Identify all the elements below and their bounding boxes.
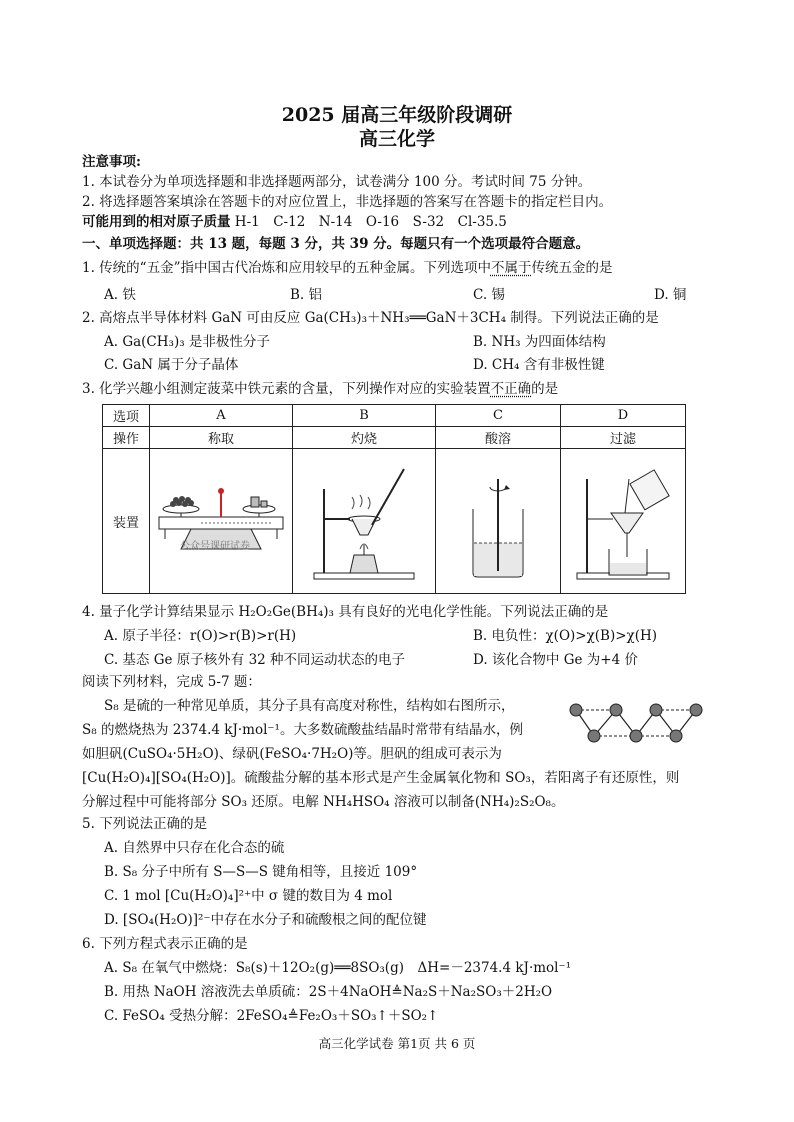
page-footer: 高三化学试卷 第1页 共 6 页	[318, 1036, 476, 1051]
q6-option-c: C. FeSO₄ 受热分解：2FeSO₄≜Fe₂O₃＋SO₃↑＋SO₂↑	[104, 1008, 439, 1024]
notes-item-2: 2. 将选择题答案填涂在答题卡的对应位置上，非选择题的答案写在答题卡的指定栏目内。	[82, 194, 613, 210]
q2-option-a: A. Ga(CH₃)₃ 是非极性分子	[104, 334, 270, 350]
atomic-mass-values: H-1 C-12 N-14 O-16 S-32 Cl-35.5	[234, 214, 507, 230]
table-cell: D	[561, 405, 686, 427]
q2-stem: 2. 高熔点半导体材料 GaN 可由反应 Ga(CH₃)₃＋NH₃══GaN＋3CH₄ 制得。下列说法正确的是	[82, 310, 659, 326]
notes-heading: 注意事项:	[82, 154, 141, 170]
beaker-stirring-illustration	[438, 449, 558, 589]
q1-option-c: C. 锡	[473, 287, 505, 303]
table-row-operations	[103, 427, 686, 449]
reading-line-2: S₈ 的燃烧热为 2374.4 kJ·mol⁻¹。大多数硫酸盐结晶时常带有结晶水，例	[82, 722, 523, 738]
exam-subtitle: 高三化学	[358, 128, 435, 150]
q2-option-c: C. GaN 属于分子晶体	[104, 357, 239, 373]
q5-option-d: D. [SO₄(H₂O)]²⁻中存在水分子和硫酸根之间的配位键	[104, 912, 427, 928]
q5-option-a: A. 自然界中只存在化合态的硫	[104, 840, 285, 856]
q5-option-c: C. 1 mol [Cu(H₂O)₄]²⁺中 σ 键的数目为 4 mol	[104, 888, 393, 904]
table-cell: 酸溶	[436, 427, 561, 449]
q4-option-c: C. 基态 Ge 原子核外有 32 种不同运动状态的电子	[104, 652, 406, 668]
q1-stem-emph: 不属于	[490, 260, 532, 276]
q1-stem-a: 1. 传统的“五金”指中国古代冶炼和应用较早的五种金属。下列选项中	[82, 260, 491, 276]
table-cell: 操作	[103, 427, 150, 449]
table-cell: 灼烧	[293, 427, 436, 449]
crucible-heating-illustration	[294, 449, 434, 589]
q2-option-b: B. NH₃ 为四面体结构	[473, 334, 606, 350]
table-cell: A	[150, 405, 293, 427]
reading-line-4: [Cu(H₂O)₄][SO₄(H₂O)]。硫酸盐分解的基本形式是产生金属氧化物和 SO₃，若阳离子有还原性，则	[82, 770, 680, 786]
table-row-options	[103, 405, 686, 427]
atomic-mass-label: 可能用到的相对原子质量	[82, 214, 231, 230]
q6-option-a: A. S₈ 在氧气中燃烧：S₈(s)＋12O₂(g)══8SO₃(g) ΔH=－2374.4 kJ·mol⁻¹	[104, 960, 572, 976]
table-cell: 选项	[103, 405, 150, 427]
table-cell: C	[436, 405, 561, 427]
balance-apparatus-cell	[150, 449, 293, 594]
burning-apparatus-cell	[293, 449, 436, 594]
q4-stem: 4. 量子化学计算结果显示 H₂O₂Ge(BH₄)₃ 具有良好的光电化学性能。下列说法正确的是	[82, 604, 609, 620]
atomic-mass-line	[82, 210, 507, 230]
q1-stem	[82, 256, 612, 276]
table-row-apparatus	[103, 449, 686, 594]
section1-heading: 一、单项选择题：共 13 题，每题 3 分，共 39 分。每题只有一个选项最符合题意。	[82, 236, 590, 252]
filtration-apparatus-cell	[561, 449, 686, 594]
table-cell: B	[293, 405, 436, 427]
q4-option-b: B. 电负性：χ(O)>χ(B)>χ(H)	[473, 628, 658, 644]
q3-stem-emph: 不正确	[490, 381, 532, 397]
filtration-illustration	[563, 449, 683, 589]
q3-stem	[82, 377, 558, 397]
exam-title: 2025 届高三年级阶段调研	[281, 104, 513, 126]
q3-stem-a: 3. 化学兴趣小组测定菠菜中铁元素的含量，下列操作对应的实验装置	[82, 381, 491, 397]
watermark: 公众号课研试卷	[180, 541, 250, 552]
apparatus-table	[102, 404, 686, 594]
q4-option-d: D. 该化合物中 Ge 为+4 价	[473, 652, 638, 668]
reading-line-3: 如胆矾(CuSO₄·5H₂O)、绿矾(FeSO₄·7H₂O)等。胆矾的组成可表示为	[82, 746, 502, 762]
reading-line-1: S₈ 是硫的一种常见单质，其分子具有高度对称性，结构如右图所示，	[104, 698, 515, 714]
q5-stem: 5. 下列说法正确的是	[82, 816, 208, 832]
table-cell: 称取	[150, 427, 293, 449]
q1-stem-b: 传统五金的是	[531, 260, 613, 276]
q1-option-a: A. 铁	[104, 287, 136, 303]
table-cell: 过滤	[561, 427, 686, 449]
q3-stem-b: 的是	[531, 381, 559, 397]
q6-option-b: B. 用热 NaOH 溶液洗去单质硫：2S＋4NaOH≜Na₂S＋Na₂SO₃＋2H₂O	[104, 984, 553, 1000]
reading-intro: 阅读下列材料，完成 5-7 题：	[82, 674, 261, 690]
q1-option-b: B. 铝	[290, 287, 323, 303]
reading-line-5: 分解过程中可能将部分 SO₃ 还原。电解 NH₄HSO₄ 溶液可以制备(NH₄)₂S₂O₈。	[82, 794, 565, 810]
table-cell: 装置	[103, 449, 150, 594]
q4-option-a: A. 原子半径：r(O)>r(B)>r(H)	[104, 628, 297, 644]
q1-option-d: D. 铜	[654, 287, 687, 303]
q2-option-d: D. CH₄ 含有非极性键	[473, 357, 605, 373]
dissolving-apparatus-cell	[436, 449, 561, 594]
notes-item-1: 1. 本试卷分为单项选择题和非选择题两部分，试卷满分 100 分。考试时间 75 分钟。	[82, 174, 592, 190]
q5-option-b: B. S₈ 分子中所有 S—S—S 键角相等，且接近 109°	[104, 864, 418, 880]
s8-structure-diagram	[566, 700, 706, 748]
q6-stem: 6. 下列方程式表示正确的是	[82, 936, 248, 952]
balance-illustration	[151, 449, 291, 589]
